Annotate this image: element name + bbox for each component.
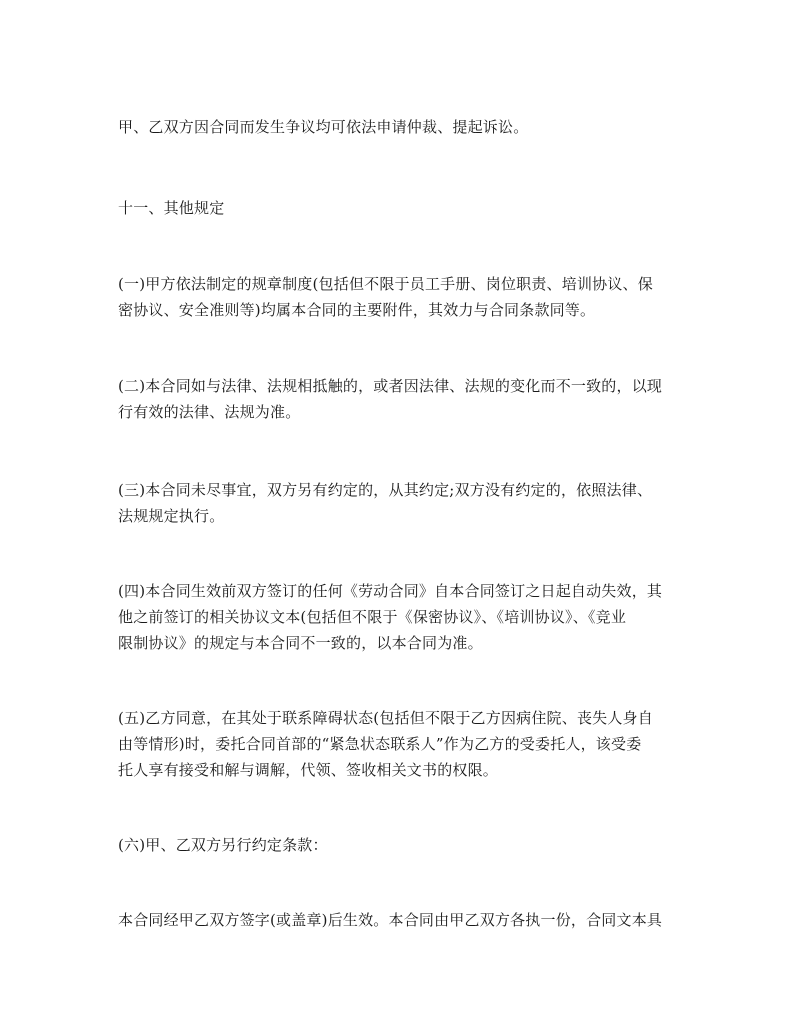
text-line: 本合同经甲乙双方签字(或盖章)后生效。本合同由甲乙双方各执一份，合同文本具 [118,911,663,929]
text-line: (六)甲、乙双方另行约定条款： [118,836,328,854]
paragraph-dispute-resolution [118,114,680,140]
text-line: (四)本合同生效前双方签订的任何《劳动合同》自本合同签订之日起自动失效，其 [118,582,663,600]
paragraph-clause-2 [118,373,680,425]
paragraph-clause-3 [118,477,680,529]
text-line: 甲、乙双方因合同而发生争议均可依法申请仲裁、提起诉讼。 [118,118,529,136]
paragraph-clause-6 [118,832,680,858]
text-line: 他之前签订的相关协议文本(包括但不限于《保密协议》、《培训协议》、《竞业 [118,608,627,626]
paragraph-effectiveness [118,907,680,933]
text-line: 行有效的法律、法规为准。 [118,403,301,421]
paragraph-clause-1 [118,271,680,323]
text-line: 托人享有接受和解与调解，代领、签收相关文书的权限。 [118,761,499,779]
paragraph-clause-4 [118,578,680,656]
text-line: (二)本合同如与法律、法规相抵触的，或者因法律、法规的变化而不一致的，以现 [118,377,663,395]
text-line: 十一、其他规定 [118,199,225,217]
text-line: 限制协议》的规定与本合同不一致的，以本合同为准。 [118,634,483,652]
text-line: 密协议、安全准则等)均属本合同的主要附件，其效力与合同条款同等。 [118,301,596,319]
section-heading-other-provisions [118,195,680,221]
text-line: 由等情形)时，委托合同首部的“紧急状态联系人”作为乙方的受委托人，该受委 [118,735,642,753]
text-line: (三)本合同未尽事宜，双方另有约定的，从其约定;双方没有约定的，依照法律、 [118,481,653,499]
text-line: 法规规定执行。 [118,507,225,525]
text-line: (一)甲方依法制定的规章制度(包括但不限于员工手册、岗位职责、培训协议、保 [118,275,653,293]
paragraph-clause-5 [118,705,680,783]
text-line: (五)乙方同意，在其处于联系障碍状态(包括但不限于乙方因病住院、丧失人身自 [118,709,653,727]
